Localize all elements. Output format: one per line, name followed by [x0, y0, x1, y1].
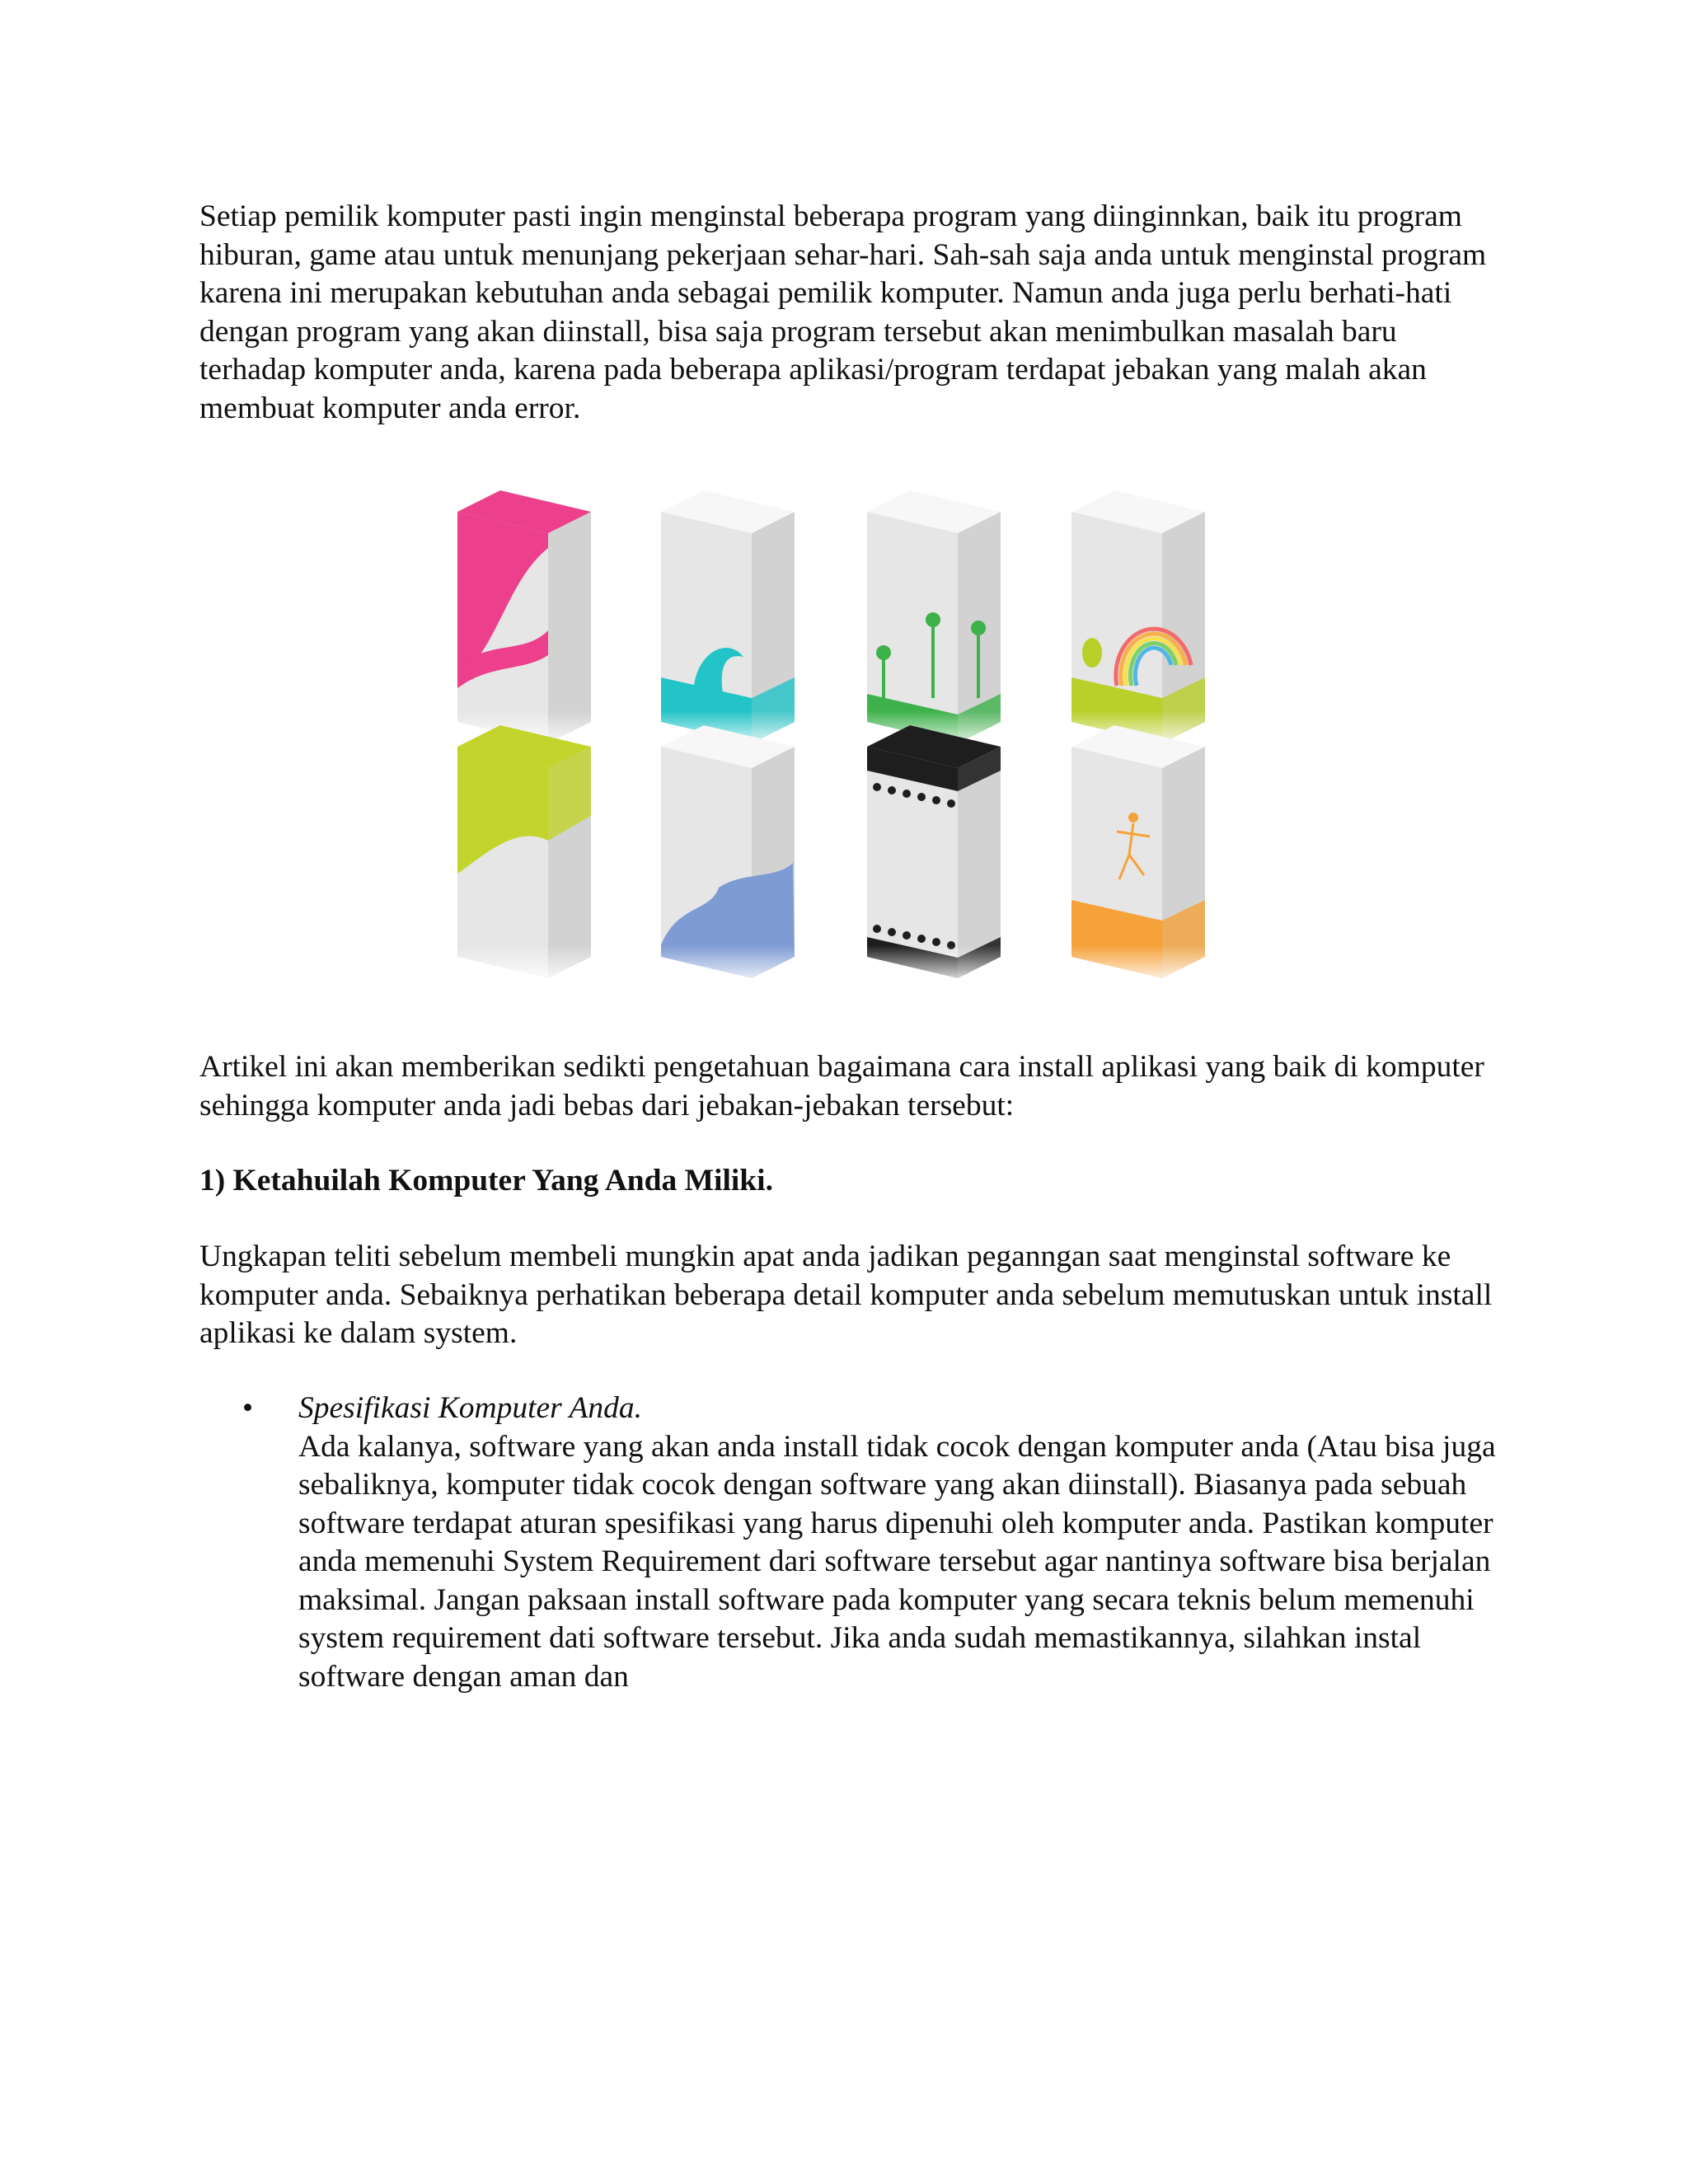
- spec-list: [199, 1390, 1502, 1696]
- orange-figure-box: [1070, 725, 1207, 987]
- green-palm-trees-box: [865, 490, 1002, 752]
- pink-swoosh-box: [456, 490, 593, 752]
- blue-cloud-box: [659, 725, 796, 987]
- list-item-body: Ada kalanya, software yang akan anda install tidak cocok dengan komputer anda (Atau bisa juga sebaliknya, komputer tidak cocok dengan software yang akan diinstall). Biasanya pada sebuah software terdapat aturan spesifikasi yang harus dipenuhi oleh komputer anda. Pastikan komputer anda memenuhi System Requirement dari software tersebut agar nantinya software bisa berjalan maksimal. Jangan paksaan install software pada komputer yang secara teknis belum memenuhi system requirement dati software tersebut. Jika anda sudah memastikannya, silahkan instal software dengan aman dan: [298, 1429, 1496, 1694]
- lime-leaf-box: [456, 725, 593, 987]
- bullet-icon: •: [242, 1391, 254, 1425]
- software-boxes-illustration: [445, 482, 1220, 1018]
- list-item-title: Spesifikasi Komputer Anda.: [298, 1391, 643, 1425]
- black-ornament-box: [865, 725, 1002, 987]
- article-intro-paragraph: Artikel ini akan memberikan sedikti pengetahuan bagaimana cara install aplikasi yang baik di komputer sehingga komputer anda jadi bebas dari jebakan-jebakan tersebut:: [199, 1050, 1484, 1122]
- section-heading: 1) Ketahuilah Komputer Yang Anda Miliki.: [199, 1164, 773, 1197]
- rainbow-box: [1070, 490, 1207, 752]
- intro-paragraph: Setiap pemilik komputer pasti ingin menginstal beberapa program yang diinginnkan, baik itu program hiburan, game atau untuk menunjang pekerjaan sehar-hari. Sah-sah saja anda untuk menginstal program karena ini merupakan kebutuhan anda sebagai pemilik komputer. Namun anda juga perlu berhati-hati dengan program yang akan diinstall, bisa saja program tersebut akan menimbulkan masalah baru terhadap komputer anda, karena pada beberapa aplikasi/program terdapat jebakan yang malah akan membuat komputer anda error.: [199, 199, 1487, 425]
- cyan-wave-box: [659, 490, 796, 752]
- section-paragraph: Ungkapan teliti sebelum membeli mungkin apat anda jadikan peganngan saat menginstal software ke komputer anda. Sebaiknya perhatikan beberapa detail komputer anda sebelum memutuskan untuk install aplikasi ke dalam system.: [199, 1240, 1493, 1350]
- list-item: [199, 1390, 1502, 1696]
